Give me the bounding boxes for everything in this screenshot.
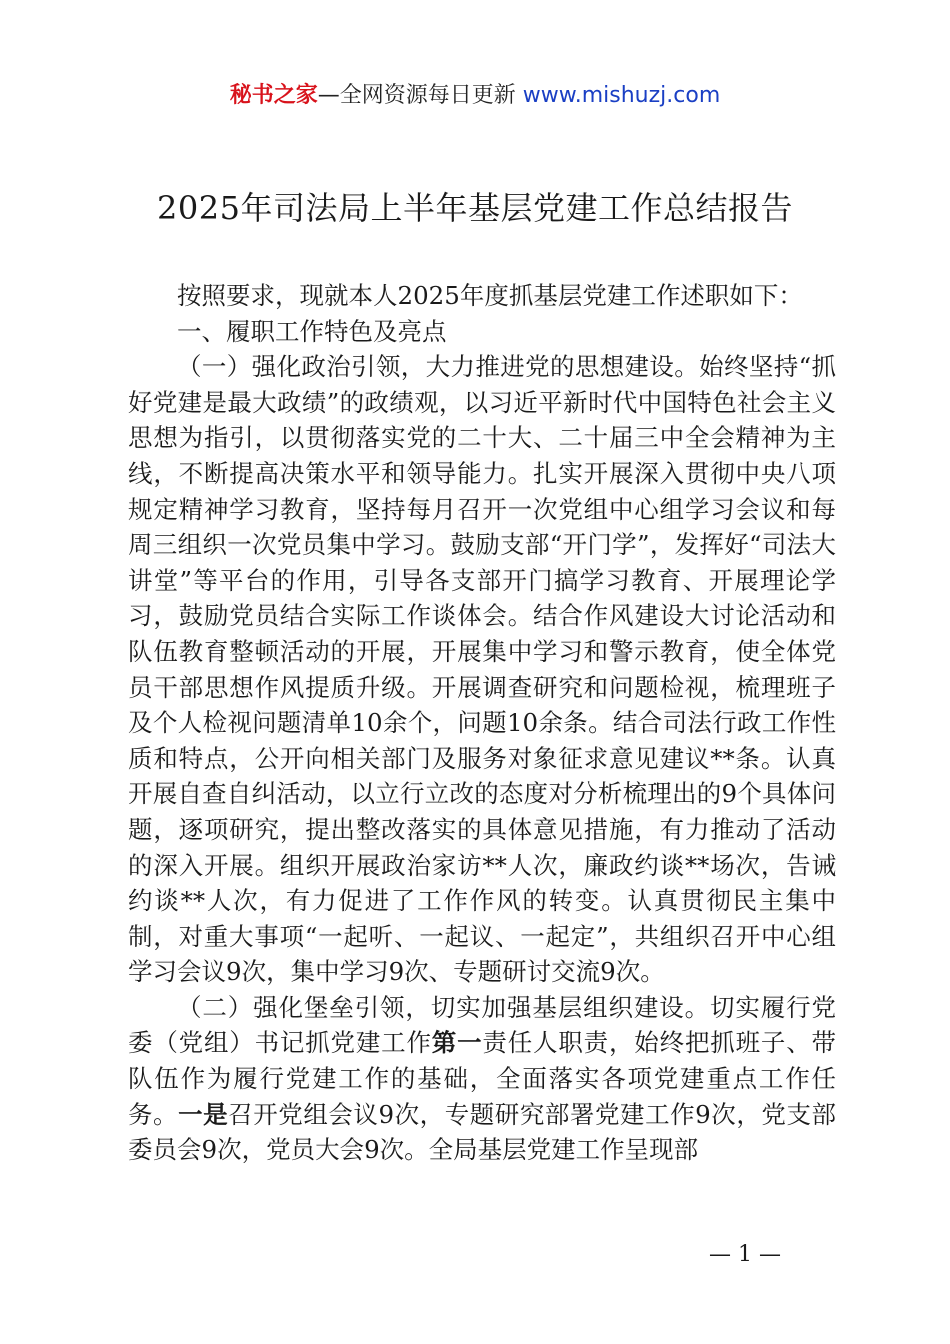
banner-tagline: —全网资源每日更新	[317, 83, 516, 108]
document-title: 2025年司法局上半年基层党建工作总结报告	[157, 189, 793, 227]
paragraph-2	[128, 990, 836, 1168]
paragraph-2-emphasis-first: 第一	[431, 1028, 483, 1058]
intro-paragraph: 按照要求，现就本人2025年度抓基层党建工作述职如下：	[177, 281, 803, 310]
paragraph-2-text-c: 责任人职责，始终把抓班子、带队伍作为履行党建工作的基础，全面落实各项党建重点工作任务。	[128, 1028, 837, 1129]
page-number: — 1 —	[709, 1242, 781, 1267]
section-heading: 一、履职工作特色及亮点	[177, 316, 447, 346]
paragraph-1: （一）强化政治引领，大力推进党的思想建设。始终坚持“抓好党建是最大政绩”的政绩观，以习近平新时代中国特色社会主义思想为指引，以贯彻落实党的二十大、二十届三中全会精神为主线，不断提高决策水平和领导能力。扎实开展深入贯彻中央八项规定精神学习教育，坚持每月召开一次党组中心组学习会议和每周三组织一次党员集中学习。鼓励支部“开门学”，发挥好“司法大讲堂”等平台的作用，引导各支部开门搞学习教育、开展理论学习，鼓励党员结合实际工作谈体会。结合作风建设大讨论活动和队伍教育整顿活动的开展，开展集中学习和警示教育，使全体党员干部思想作风提质升级。开展调查研究和问题检视，梳理班子及个人检视问题清单10余个，问题10余条。结合司法行政工作性质和特点，公开向相关部门及服务对象征求意见建议**条。认真开展自查自纠活动，以立行立改的态度对分析梳理出的9个具体问题，逐项研究，提出整改落实的具体意见措施，有力推动了活动的深入开展。组织开展政治家访**人次，廉政约谈**场次，告诫约谈**人次，有力促进了工作作风的转变。认真贯彻民主集中制，对重大事项“一起听、一起议、一起定”，共组织召开中心组学习会议9次，集中学习9次、专题研讨交流9次。	[128, 352, 836, 987]
banner-url[interactable]: www.mishuzj.com	[522, 83, 721, 108]
paragraph-2-text-a: （二）强化堡垒引领，切实加强基层组织建设。切实履行党委（党组）书记抓党建工作	[128, 992, 836, 1058]
paragraph-2-text-e: 召开党组会议9次，专题研究部署党建工作9次，党支部委员会9次，党员大会9次。全局基层党建工作呈现部	[128, 1099, 836, 1165]
site-banner	[0, 80, 950, 112]
paragraph-2-emphasis-one: 一是	[178, 1099, 229, 1129]
document-body	[128, 278, 836, 1168]
banner-brand: 秘书之家	[229, 83, 318, 108]
